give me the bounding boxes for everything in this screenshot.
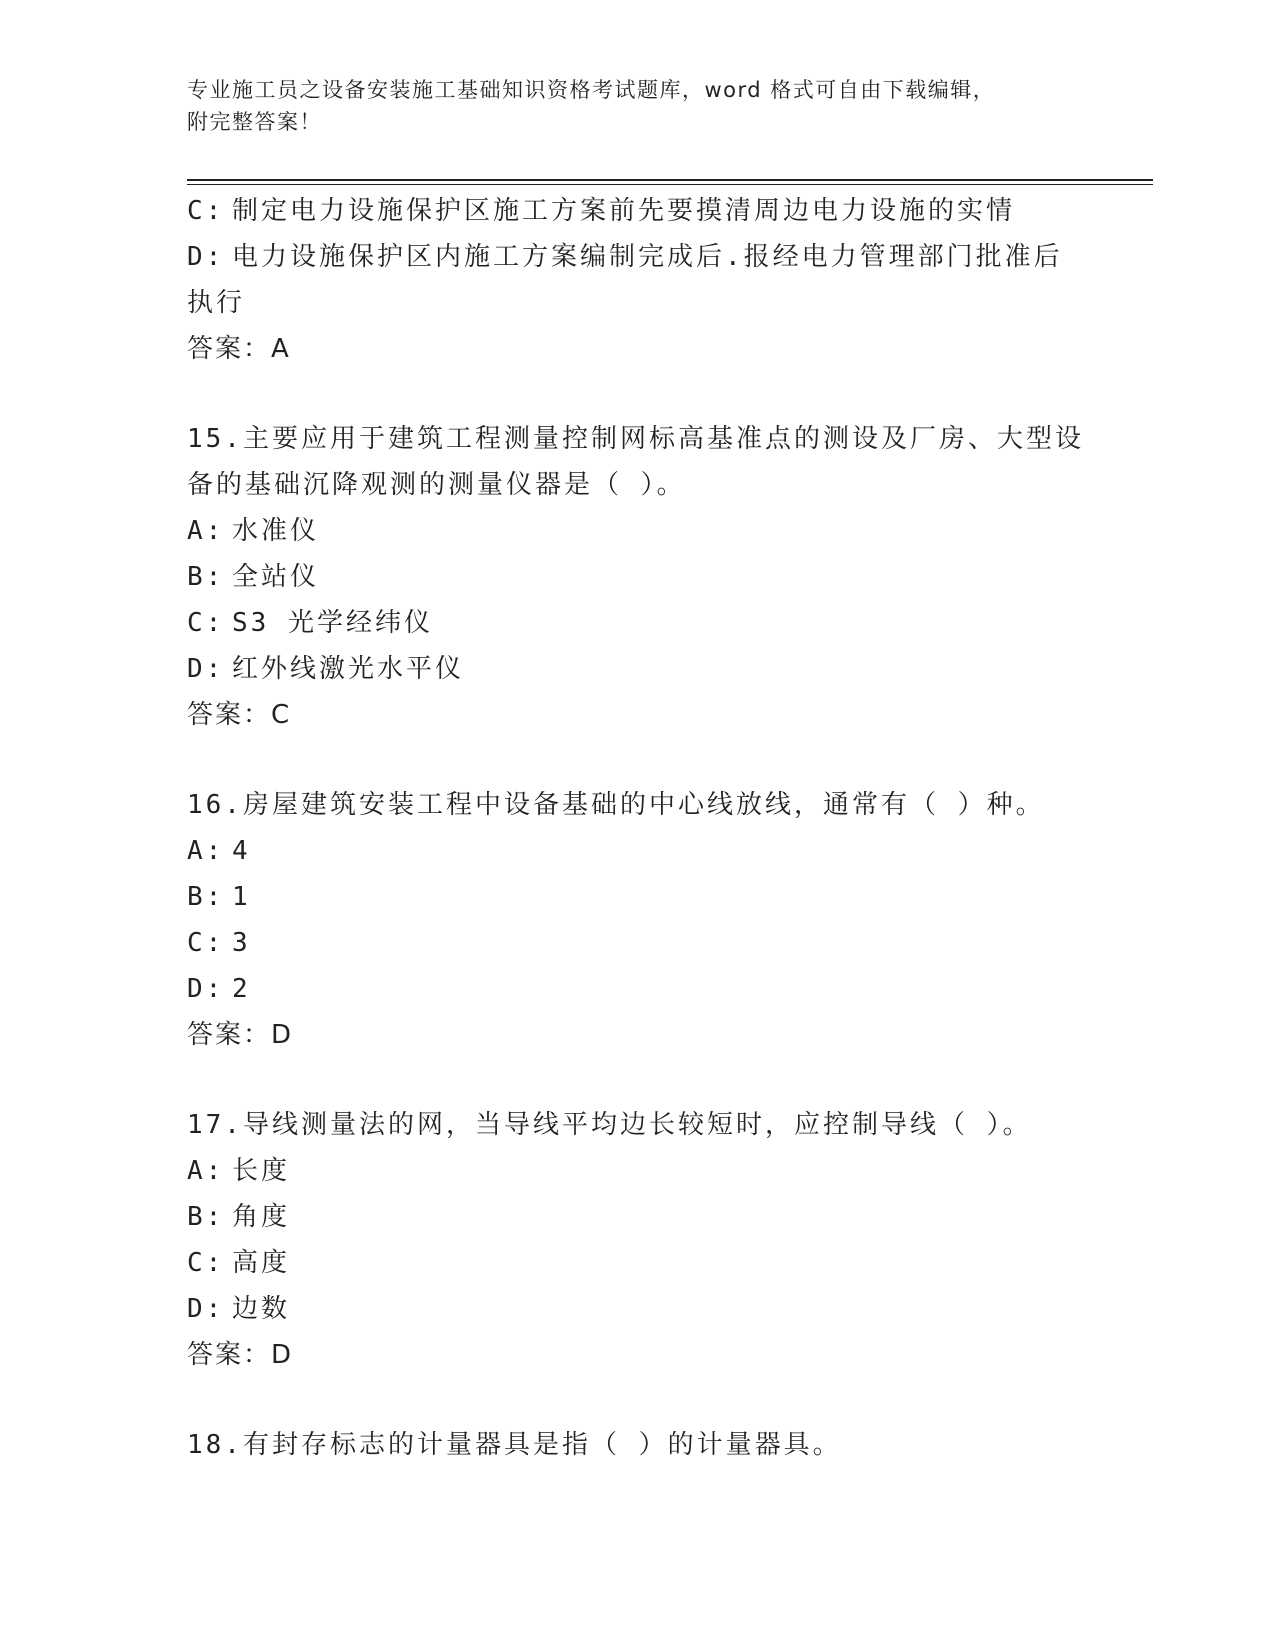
question-18	[187, 1422, 1087, 1468]
option-d	[187, 1286, 1087, 1332]
option-c	[187, 600, 1087, 646]
answer-line: 答案：C	[187, 700, 292, 730]
option-text: 角度	[232, 1202, 291, 1232]
question-stem: 备的基础沉降观测的测量仪器是（ ）。	[187, 470, 686, 500]
answer-line: 答案：D	[187, 1020, 294, 1050]
option-text: 3	[232, 928, 251, 958]
option-label: B:	[187, 562, 225, 592]
option-text: 边数	[232, 1294, 291, 1324]
header-line-2: 附完整答案！	[187, 110, 322, 134]
answer-line: 答案：D	[187, 1340, 294, 1370]
option-text: 1	[232, 882, 251, 912]
option-a	[187, 1148, 1087, 1194]
option-text: 水准仪	[232, 516, 320, 546]
question-stem: 16.房屋建筑安装工程中设备基础的中心线放线，通常有（ ）种。	[187, 790, 1045, 820]
question-content	[187, 188, 1087, 1468]
option-label: D:	[187, 654, 225, 684]
option-text: 电力设施保护区内施工方案编制完成后.报经电力管理部门批准后	[232, 242, 1063, 272]
option-text: 全站仪	[232, 562, 320, 592]
option-c	[187, 920, 1087, 966]
header-line-1: 专业施工员之设备安装施工基础知识资格考试题库，word 格式可自由下载编辑，	[187, 78, 996, 102]
option-label: C:	[187, 1248, 225, 1278]
option-label: D:	[187, 242, 225, 272]
option-d	[187, 646, 1087, 692]
option-b	[187, 874, 1087, 920]
question-stem: 18.有封存标志的计量器具是指（ ）的计量器具。	[187, 1430, 842, 1460]
document-header	[187, 74, 1087, 138]
option-text: 4	[232, 836, 251, 866]
option-d	[187, 234, 1087, 280]
question-14-tail	[187, 188, 1087, 372]
option-a	[187, 828, 1087, 874]
option-c	[187, 1240, 1087, 1286]
option-b	[187, 554, 1087, 600]
question-17	[187, 1102, 1087, 1378]
question-16	[187, 782, 1087, 1058]
question-stem: 17.导线测量法的网，当导线平均边长较短时，应控制导线（ ）。	[187, 1110, 1032, 1140]
option-label: A:	[187, 836, 225, 866]
option-label: B:	[187, 882, 225, 912]
option-label: C:	[187, 196, 225, 226]
option-b	[187, 1194, 1087, 1240]
option-text: 高度	[232, 1248, 291, 1278]
header-divider-thick	[187, 179, 1153, 181]
header-divider-thin	[187, 184, 1153, 185]
option-text: 2	[232, 974, 251, 1004]
option-label: A:	[187, 1156, 225, 1186]
answer-line: 答案：A	[187, 334, 291, 364]
option-text: 红外线激光水平仪	[232, 654, 465, 684]
option-a	[187, 508, 1087, 554]
option-label: B:	[187, 1202, 225, 1232]
option-c	[187, 188, 1087, 234]
option-label: D:	[187, 1294, 225, 1324]
option-label: C:	[187, 928, 225, 958]
option-d	[187, 966, 1087, 1012]
option-text: S3 光学经纬仪	[232, 608, 433, 638]
option-label: D:	[187, 974, 225, 1004]
option-label: C:	[187, 608, 225, 638]
option-label: A:	[187, 516, 225, 546]
question-stem: 15.主要应用于建筑工程测量控制网标高基准点的测设及厂房、大型设	[187, 424, 1084, 454]
option-text: 长度	[232, 1156, 291, 1186]
option-d-continuation: 执行	[187, 288, 246, 318]
option-text: 制定电力设施保护区施工方案前先要摸清周边电力设施的实情	[232, 196, 1016, 226]
question-15	[187, 416, 1087, 738]
